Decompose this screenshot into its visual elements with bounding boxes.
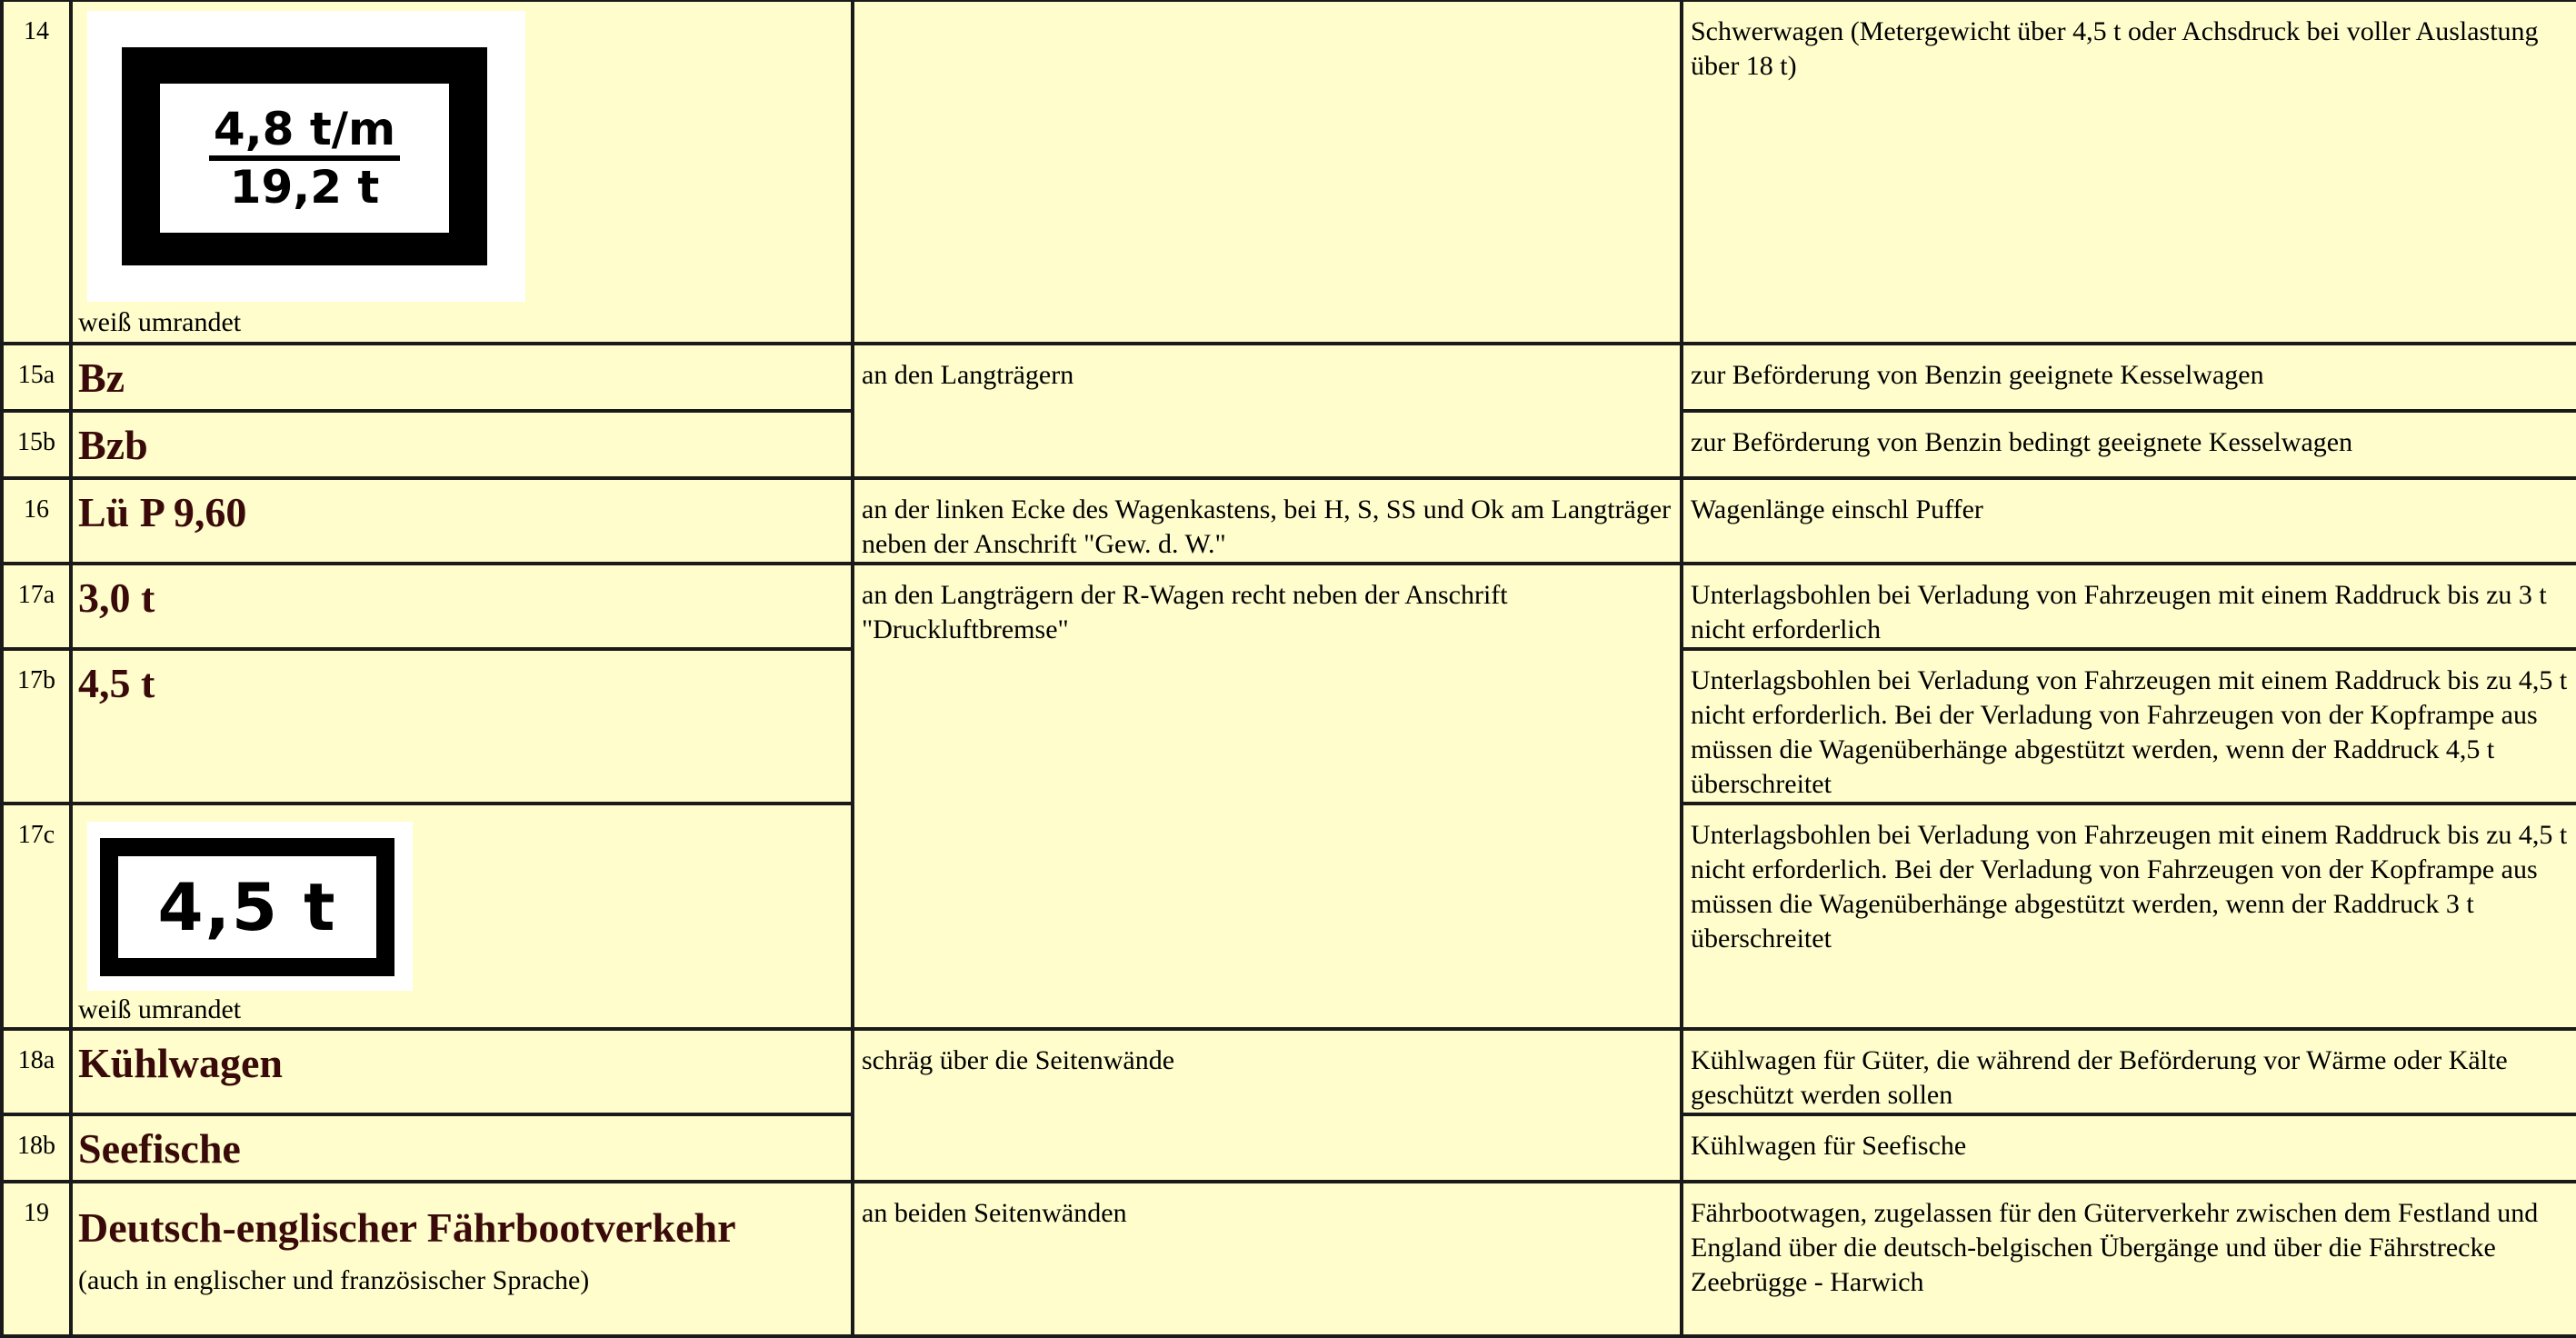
- marking-text: Deutsch-englischer Fährbootverkehr: [78, 1204, 736, 1251]
- row-number: 15b: [2, 411, 71, 478]
- row-number: 17c: [2, 804, 71, 1029]
- marking-text: Kühlwagen: [78, 1040, 283, 1086]
- row-number: 18a: [2, 1029, 71, 1114]
- weight-plate-image: [87, 11, 525, 302]
- marking-cell: [71, 478, 853, 564]
- row-number: 19: [2, 1182, 71, 1336]
- meaning-cell: Kühlwagen für Seefische: [1682, 1114, 2576, 1182]
- plate-axle-weight: 19,2 t: [229, 161, 380, 214]
- marking-text: Seefische: [78, 1125, 241, 1172]
- table-row: [2, 344, 2576, 411]
- marking-text: Bz: [78, 354, 125, 401]
- marking-text: Lü P 9,60: [78, 489, 247, 535]
- marking-cell: [71, 804, 853, 1029]
- meaning-cell: Unterlagsbohlen bei Verladung von Fahrzeugen mit einem Raddruck bis zu 3 t nicht erforderlich: [1682, 564, 2576, 649]
- meaning-cell: Schwerwagen (Metergewicht über 4,5 t oder Achsdruck bei voller Auslastung über 18 t): [1682, 0, 2576, 344]
- table-row: [2, 478, 2576, 564]
- marking-cell: [71, 1182, 853, 1336]
- marking-note: weiß umrandet: [78, 994, 242, 1024]
- meaning-cell: zur Beförderung von Benzin bedingt geeignete Kesselwagen: [1682, 411, 2576, 478]
- meaning-cell: Unterlagsbohlen bei Verladung von Fahrzeugen mit einem Raddruck bis zu 4,5 t nicht erforderlich. Bei der Verladung von Fahrzeugen von der Kopframpe aus müssen die Wagenüberhänge abgestützt werden, wenn der Raddruck 4,5 t überschreitet: [1682, 649, 2576, 804]
- table-row: [2, 564, 2576, 649]
- meaning-cell: Unterlagsbohlen bei Verladung von Fahrzeugen mit einem Raddruck bis zu 4,5 t nicht erforderlich. Bei der Verladung von Fahrzeugen von der Kopframpe aus müssen die Wagenüberhänge abgestützt werden, wenn der Raddruck 3 t überschreitet: [1682, 804, 2576, 1029]
- row-number: 17a: [2, 564, 71, 649]
- marking-text: 3,0 t: [78, 574, 155, 621]
- location-cell: an den Langträgern der R-Wagen recht neben der Anschrift "Druckluftbremse": [853, 564, 1682, 1029]
- marking-cell: [71, 1114, 853, 1182]
- table-row: [2, 1182, 2576, 1336]
- location-cell: an den Langträgern: [853, 344, 1682, 478]
- row-number: 17b: [2, 649, 71, 804]
- location-cell: [853, 0, 1682, 344]
- location-cell: an beiden Seitenwänden: [853, 1182, 1682, 1336]
- row-number: 14: [2, 0, 71, 344]
- marking-cell: [71, 344, 853, 411]
- marking-text: 4,5 t: [78, 660, 155, 706]
- row-number: 18b: [2, 1114, 71, 1182]
- location-cell: an der linken Ecke des Wagenkastens, bei H, S, SS und Ok am Langträger neben der Anschrift "Gew. d. W.": [853, 478, 1682, 564]
- table-row: [2, 1029, 2576, 1114]
- row-number: 16: [2, 478, 71, 564]
- meaning-cell: zur Beförderung von Benzin geeignete Kesselwagen: [1682, 344, 2576, 411]
- plate-meter-weight: 4,8 t/m: [213, 103, 396, 155]
- marking-cell: [71, 649, 853, 804]
- marking-cell: [71, 564, 853, 649]
- wheel-load-plate-image: [87, 822, 413, 991]
- marking-subtext: (auch in englischer und französischer Sprache): [78, 1265, 590, 1295]
- table-row: [2, 0, 2576, 344]
- marking-cell: [71, 411, 853, 478]
- location-cell: schräg über die Seitenwände: [853, 1029, 1682, 1182]
- plate-wheel-load: 4,5 t: [157, 869, 337, 945]
- meaning-cell: Kühlwagen für Güter, die während der Beförderung vor Wärme oder Kälte geschützt werden sollen: [1682, 1029, 2576, 1114]
- marking-cell: [71, 1029, 853, 1114]
- row-number: 15a: [2, 344, 71, 411]
- meaning-cell: Fährbootwagen, zugelassen für den Güterverkehr zwischen dem Festland und England über die deutsch-belgischen Übergänge und über die Fährstrecke Zeebrügge - Harwich: [1682, 1182, 2576, 1336]
- marking-cell: [71, 0, 853, 344]
- marking-text: Bzb: [78, 422, 148, 468]
- meaning-cell: Wagenlänge einschl Puffer: [1682, 478, 2576, 564]
- marking-note: weiß umrandet: [78, 307, 242, 337]
